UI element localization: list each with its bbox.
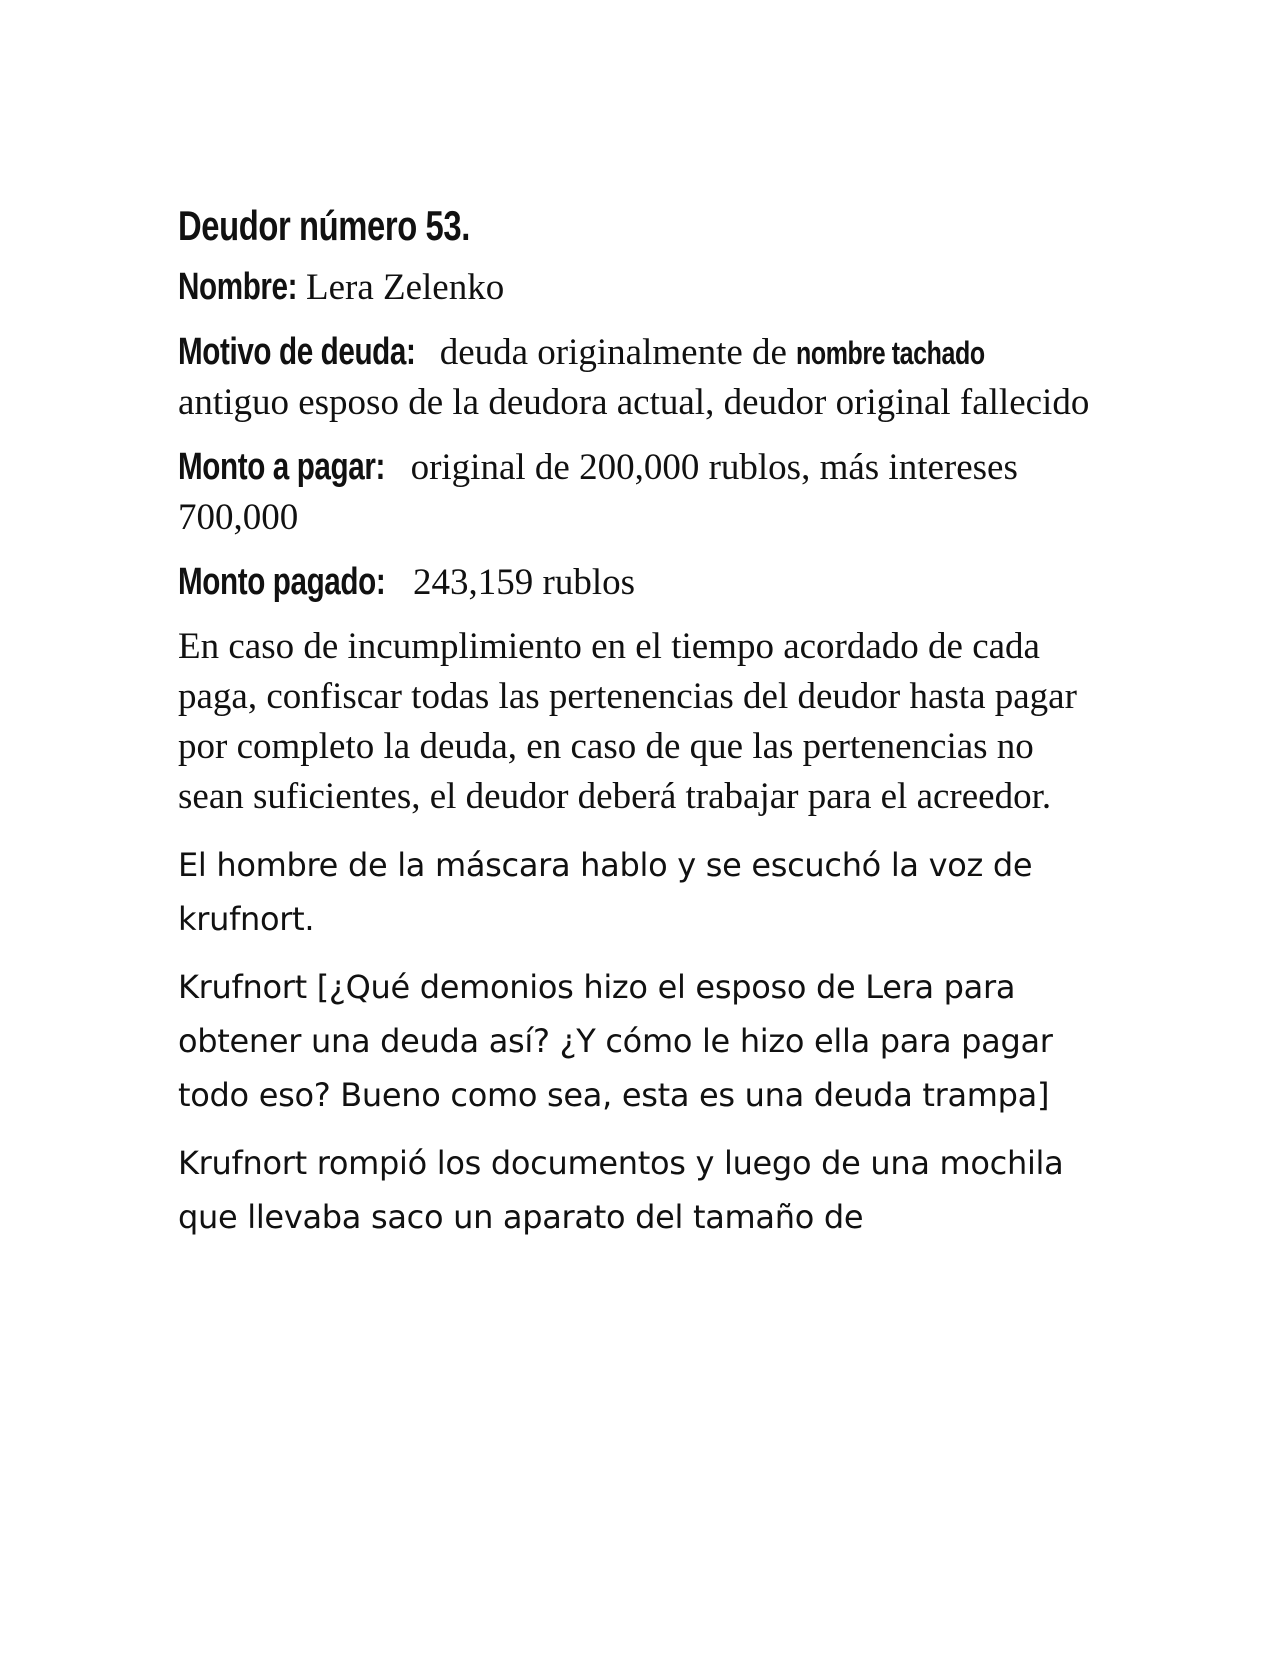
- motivo-label: Motivo de deuda:: [178, 331, 416, 373]
- pagado-label: Monto pagado:: [178, 561, 386, 603]
- field-motivo: [178, 327, 1098, 428]
- document-heading: [178, 200, 1098, 252]
- heading-text: Deudor número 53.: [178, 202, 470, 249]
- field-monto: [178, 442, 1098, 543]
- narrative-paragraph: Krufnort [¿Qué demonios hizo el esposo de Lera para obtener una deuda así? ¿Y cómo le hizo ella para pagar todo eso? Bueno como sea, esta es una deuda trampa]: [178, 968, 1053, 1114]
- monto-label: Monto a pagar:: [178, 446, 385, 488]
- monto-value: original de 200,000 rublos, más intereses 700,000: [178, 447, 1018, 538]
- motivo-value-end: antiguo esposo de la deudora actual, deudor original fallecido: [178, 382, 1090, 423]
- motivo-struck-name: nombre tachado: [796, 335, 985, 371]
- pagado-value: 243,159 rublos: [413, 562, 636, 603]
- narrative-paragraph: Krufnort rompió los documentos y luego de una mochila que llevaba saco un aparato del tamaño de: [178, 1144, 1064, 1236]
- nombre-label: Nombre:: [178, 266, 298, 308]
- document-page: [178, 200, 1098, 1258]
- field-pagado: [178, 557, 1098, 608]
- clause-paragraph: En caso de incumplimiento en el tiempo acordado de cada paga, confiscar todas las pertenencias del deudor hasta pagar por completo la deuda, en caso de que las pertenencias no sean suficientes, el deudor deberá trabajar para el acreedor.: [178, 626, 1077, 817]
- field-nombre: [178, 262, 1098, 313]
- nombre-value: Lera Zelenko: [305, 267, 505, 308]
- motivo-value-start: deuda originalmente de: [439, 332, 787, 373]
- narrative-paragraph: El hombre de la máscara hablo y se escuchó la voz de krufnort.: [178, 846, 1033, 938]
